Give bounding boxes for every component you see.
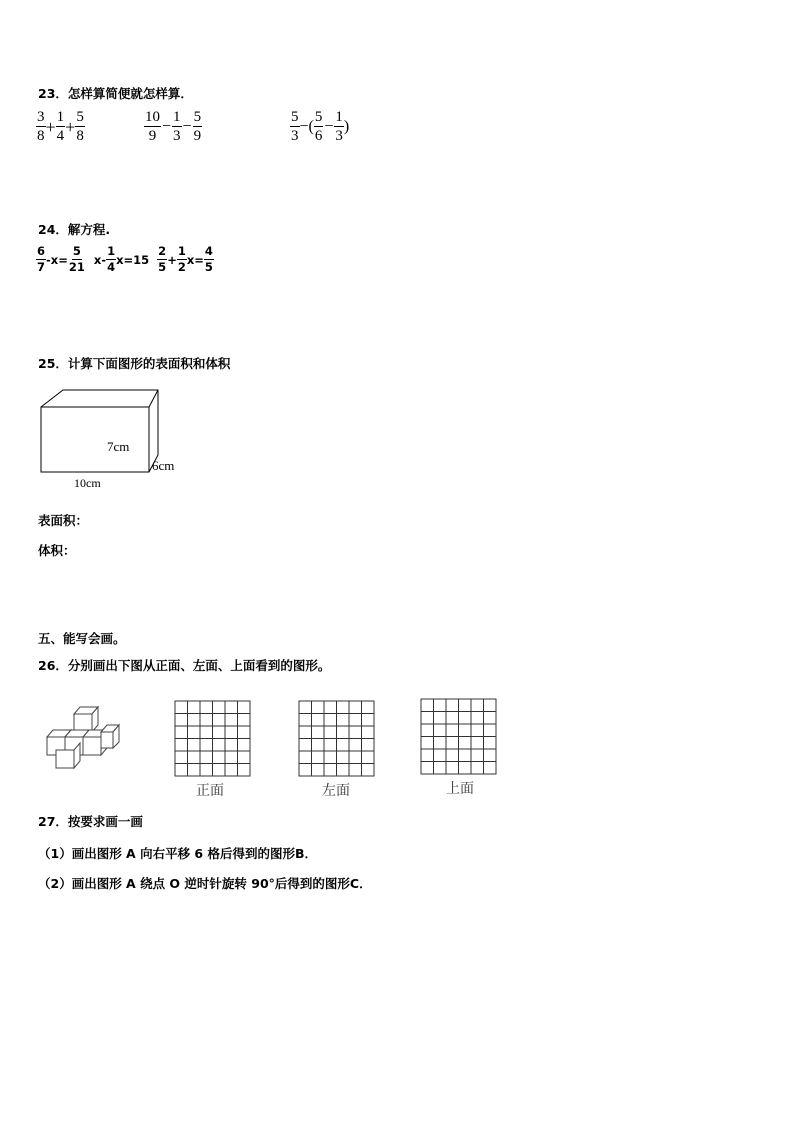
q23-expression-3: $\frac{5}{3}$ −( $\frac{5}{6}$ − $\frac{1}{3}$ ) xyxy=(291,109,350,144)
top-view-grid xyxy=(420,698,498,776)
q24-title: 24．解方程. xyxy=(38,222,111,237)
front-view-label: 正面 xyxy=(196,783,224,799)
q27-item-1: （1）画出图形 A 向右平移 6 格后得到的图形B． xyxy=(38,846,318,861)
volume-label: 体积： xyxy=(38,543,76,558)
eq1-fraction-a: $\frac{6}{7}$ xyxy=(37,244,46,274)
top-view-label: 上面 xyxy=(446,781,474,797)
cuboid-front-face xyxy=(41,407,149,472)
cube-stack-figure xyxy=(40,704,126,774)
q23-expression-1: $\frac{3}{8}$ + $\frac{1}{4}$ + $\frac{5}{8}$ xyxy=(37,109,84,144)
cuboid-back-edges xyxy=(41,390,158,472)
q27-item-2: （2）画出图形 A 绕点 O 逆时针旋转 90°后得到的图形C． xyxy=(38,876,372,891)
q24-equations: $\frac{6}{7}$ -x= $\frac{5}{21}$ x- $\frac{1}{4}$ x=15 $\frac{2}{5}$ + $\frac{1}{2}$ x= $\frac{4}{5}$ xyxy=(37,244,213,274)
q23-title: 23．怎样算简便就怎样算． xyxy=(38,86,193,101)
left-view-label: 左面 xyxy=(322,783,350,799)
q23-expression-2: $\frac{10}{9}$ − $\frac{1}{3}$ − $\frac{5}{9}$ xyxy=(145,109,202,144)
depth-label: 6cm xyxy=(152,458,175,473)
front-view-grid xyxy=(174,700,252,778)
cuboid-figure xyxy=(30,384,190,494)
height-label: 7cm xyxy=(107,439,130,454)
q25-title: 25．计算下面图形的表面积和体积 xyxy=(38,356,231,371)
cube-front-face xyxy=(74,714,92,732)
q27-title: 27．按要求画一画 xyxy=(38,814,143,829)
surface-area-label: 表面积： xyxy=(38,513,89,528)
section-5-title: 五、能写会画。 xyxy=(38,631,126,646)
length-label: 10cm xyxy=(74,476,101,490)
left-view-grid xyxy=(298,700,376,778)
q26-title: 26．分别画出下图从正面、左面、上面看到的图形。 xyxy=(38,658,331,673)
cuboid-top-right-edge xyxy=(149,390,158,407)
